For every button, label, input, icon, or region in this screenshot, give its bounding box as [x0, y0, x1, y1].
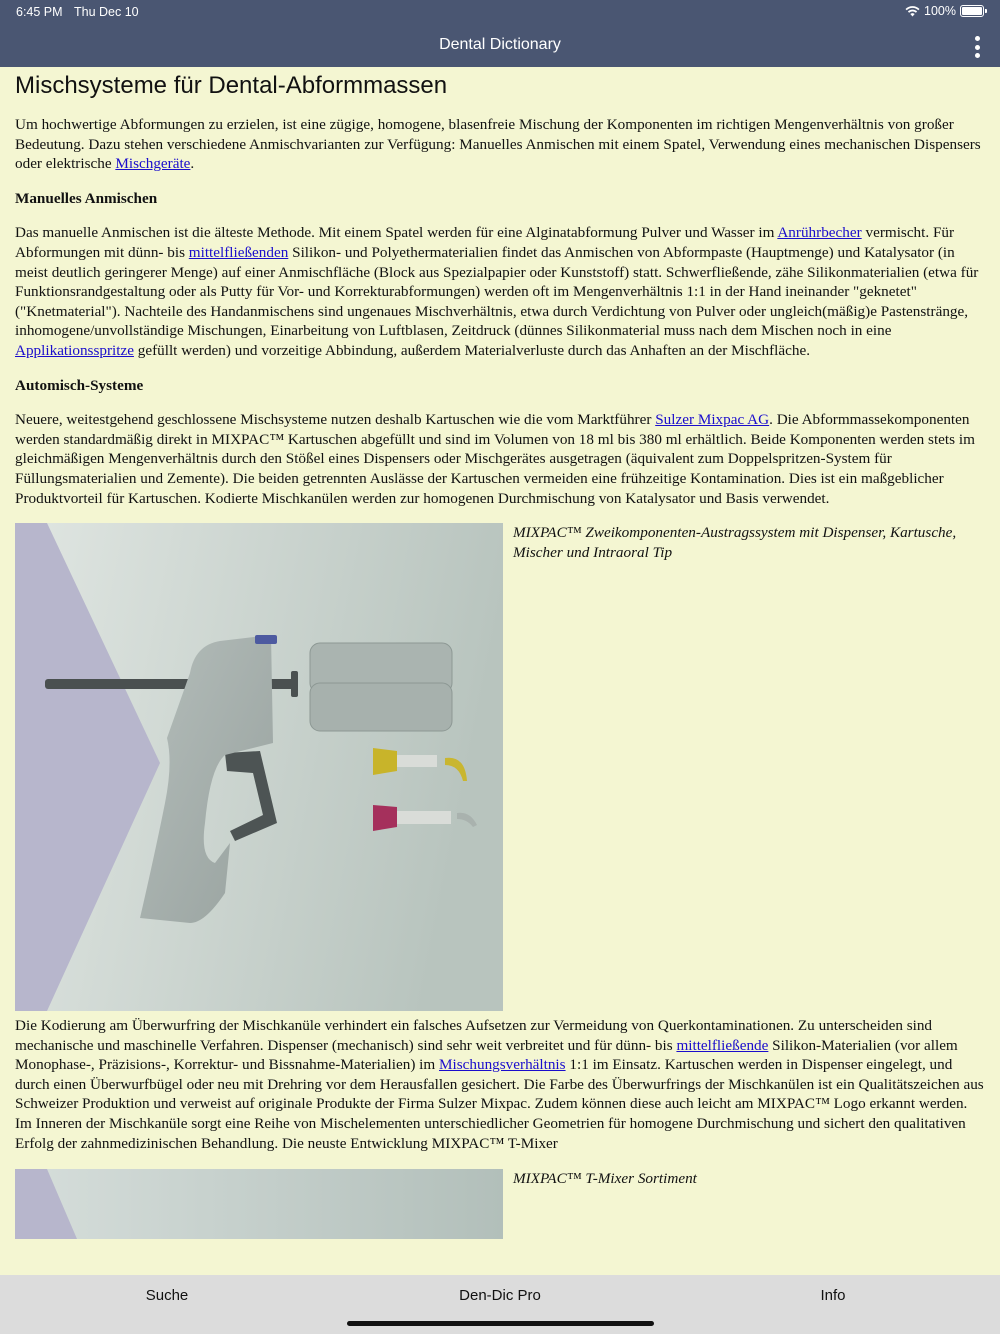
article-content[interactable] [0, 67, 1000, 1275]
tab-den-dic-pro[interactable]: Den-Dic Pro [459, 1287, 541, 1304]
section-kodierung-paragraph: Die Kodierung am Überwurfring der Mischkanüle verhindert ein falsches Aufsetzen zur Vermeidung von Querkontaminationen. Zu unterscheiden sind mechanische und maschinelle Verfahren. Dispenser (mechanisch) sind sehr weit verbreitet und für dünn- bis mittelfließende Silikon-Materialien (vor allem Monophase-, Präzisions-, Korrektur- und Bissnahme-Materialien) im Mischungsverhältnis 1:1 im Einsatz. Kartuschen werden in Dispenser eingelegt, und durch einen Überwurfbügel oder neu mit Drehring vor dem Herausfallen gesichert. Die Farbe des Überwurfrings der Mischkanülen ist ein Qualitätszeichen aus Schweizer Produktion und verweist auf originale Produkte der Firma Sulzer Mixpac. Zudem können diese auch leicht am MIXPAC™ Logo erkannt werden. Im Inneren der Mischkanüle sorgt eine Reihe von Mischelementen unterschiedlicher Geometrien für homogene Durchmischung und sichert den qualitativen Erfolg der zahnmedizinischen Behandlung. Die neuste Entwicklung MIXPAC™ T-Mixer [15, 1017, 984, 1152]
wifi-icon [905, 5, 920, 17]
link-anruehrbecher[interactable]: Anrührbecher [777, 224, 862, 242]
section-heading-manuell: Manuelles Anmischen [15, 189, 158, 207]
status-time: 6:45 PM [16, 5, 63, 19]
battery-percent: 100% [924, 4, 956, 18]
section-manuell-paragraph: Das manuelle Anmischen ist die älteste Methode. Mit einem Spatel werden für eine Alginatabformung Pulver und Wasser im Anrührbecher vermischt. Für Abformungen mit dünn- bis mittelfließenden Silikon- und Polyethermaterialien findet das Anmischen von Abformpaste (Hauptmenge) und Katalysator (in meist deutlich geringerer Menge) auf einer Anmischfläche (Block aus Spezialpapier oder Kunststoff) statt. Schwerfließende, zähe Silikonmaterialien (etwa für Funktionsrandgestaltung oder als Putty für Vor- und Korrekturabformungen) werden oft im Mengenverhältnis 1:1 in der Hand ineinander "geknetet" ("Knetmaterial"). Nachteile des Handanmischens sind ungenaues Mischverhältnis, etwa durch Verdichtung von Pulver oder ungleich(mäßig)e Pastenstränge, inhomogene/unvollständige Mischungen, Einarbeitung von Luftblasen, Zeitdruck (dünnes Silikonmaterial muss nach dem Mischen noch in eine Applikationsspritze gefüllt werden) und vorzeitige Abbindung, außerdem Materialverluste durch das Anhaften an der Mischfläche. [15, 224, 979, 359]
figure-dispenser [15, 523, 985, 1011]
intro-paragraph: Um hochwertige Abformungen zu erzielen, ist eine zügige, homogene, blasenfreie Mischung der Komponenten im richtigen Mengenverhältnis von großer Bedeutung. Dazu stehen verschiedene Anmischvarianten zur Verfügung: Manuelles Anmischen mit einem Spatel, Verwendung eines mechanischen Dispensers oder elektrische Mischgeräte. [15, 116, 981, 173]
section-automisch-paragraph: Neuere, weitestgehend geschlossene Mischsysteme nutzen deshalb Kartuschen wie die vom Marktführer Sulzer Mixpac AG. Die Abformmassekomponenten werden standardmäßig direkt in MIXPAC™ Kartuschen abgefüllt und sind im Volumen von 18 ml bis 380 ml erhältlich. Beide Komponenten werden stets im gleichmäßigen Mengenverhältnis durch den Stößel eines Dispensers oder Mischgerätes ausgetragen (äquivalent zum Doppelspritzen-System für Füllungsmaterialien und Zemente). Die beiden getrennten Auslässe der Kartuschen vermeiden eine frühzeitige Kontamination. Dies ist ein maßgeblicher Produktvorteil für Kartuschen. Kodierte Mischkanülen werden zur homogenen Durchmischung von Katalysator und Basis verwendet. [15, 411, 975, 507]
link-mittelfliessende[interactable]: mittelfließende [676, 1036, 769, 1054]
figure-dispenser-caption: MIXPAC™ Zweikomponenten-Austragssystem mit Dispenser, Kartusche, Mischer und Intraoral Tip [513, 524, 957, 561]
link-mischungsverhaeltnis[interactable]: Mischungsverhältnis [439, 1056, 566, 1074]
t-mixer-image[interactable] [15, 1169, 503, 1239]
section-heading-automisch: Automisch-Systeme [15, 376, 144, 394]
link-mischgeraete[interactable]: Mischgeräte [115, 155, 191, 173]
nav-bar [0, 24, 1000, 67]
tab-suche[interactable]: Suche [145, 1287, 189, 1304]
app-title: Dental Dictionary [439, 36, 561, 53]
figure-t-mixer-caption: MIXPAC™ T-Mixer Sortiment [513, 1170, 697, 1188]
link-applikationsspritze[interactable]: Applikationsspritze [15, 341, 134, 359]
figure-t-mixer [15, 1169, 985, 1239]
status-right [905, 4, 984, 18]
page-title: Mischsysteme für Dental-Abformmassen [15, 72, 448, 99]
link-sulzer-mixpac[interactable]: Sulzer Mixpac AG [655, 411, 770, 429]
tab-info[interactable]: Info [820, 1287, 846, 1304]
link-mittelfliessenden[interactable]: mittelfließenden [188, 243, 289, 261]
dispenser-image[interactable] [15, 523, 503, 1011]
status-bar [0, 0, 1000, 24]
battery-icon [960, 5, 984, 17]
home-indicator[interactable] [347, 1321, 654, 1326]
more-vertical-icon[interactable] [972, 36, 982, 58]
status-date: Thu Dec 10 [74, 5, 139, 19]
